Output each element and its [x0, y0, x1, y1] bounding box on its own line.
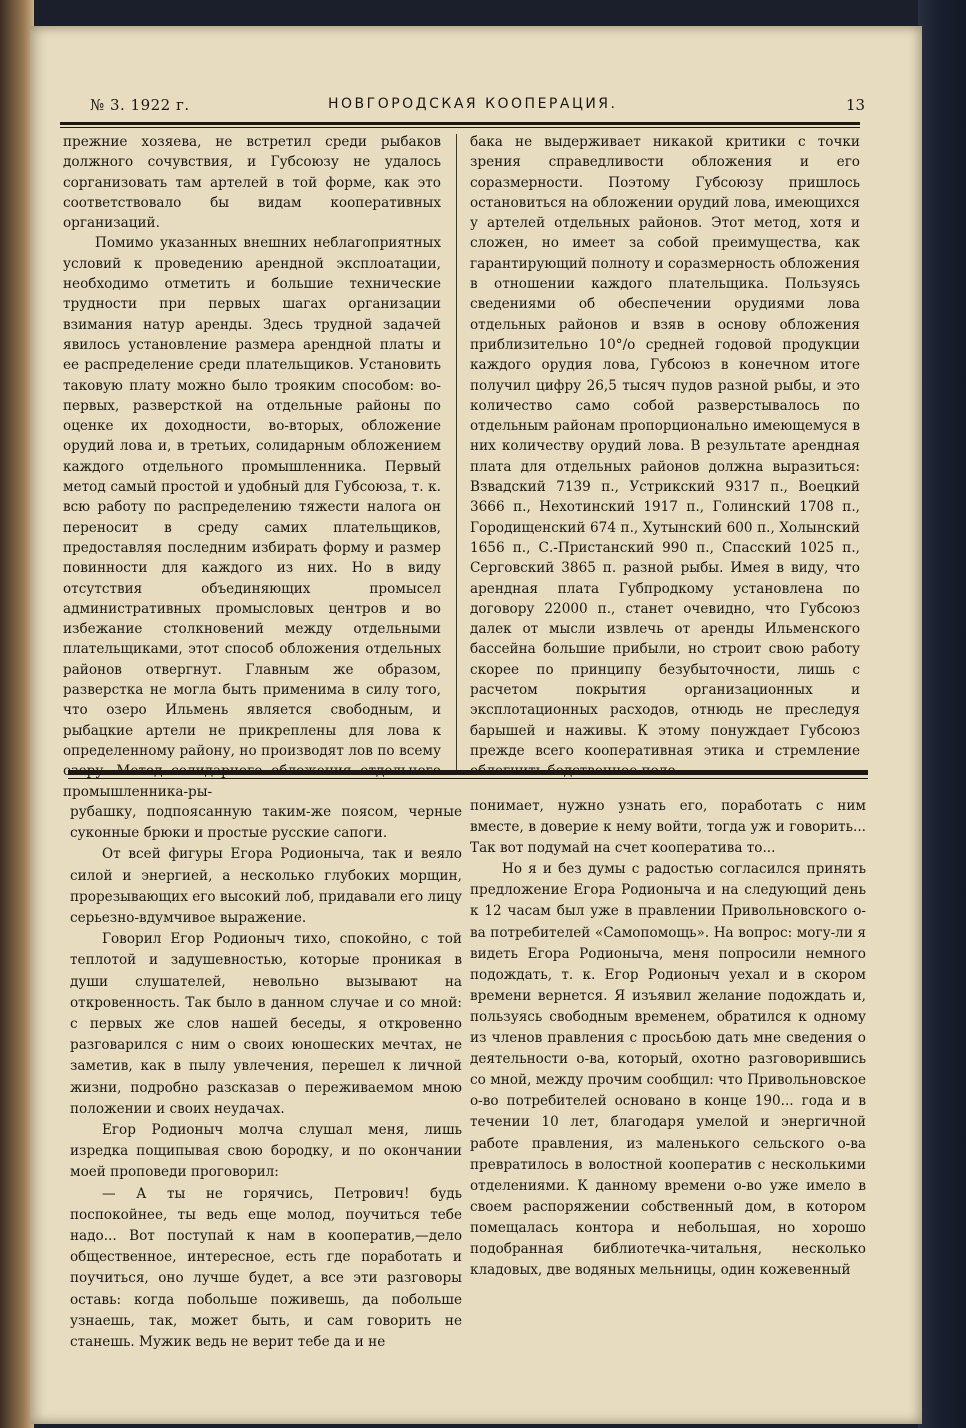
running-header: [60, 96, 866, 120]
journal-page: [30, 26, 922, 1424]
paragraph: От всей фигуры Егора Родионыча, так и веяло силой и энергией, а несколько глубоких морщин, прорезывающих его высокий лоб, придавали его лицу серьезно-вдумчивое выражение.: [70, 846, 462, 927]
book-binding-right: [918, 0, 966, 1428]
story-column-left: [70, 802, 462, 1353]
issue-number: № 3. 1922 г.: [90, 96, 190, 114]
section-divider: [68, 770, 868, 775]
column-divider: [456, 134, 457, 774]
paragraph: понимает, нужно узнать его, поработать с ним вместе, в доверие к нему войти, тогда уж и говорить... Так вот подумай на счет кооператива то...: [470, 798, 866, 857]
article-column-left: [63, 132, 441, 802]
paragraph: Говорил Егор Родионыч тихо, спокойно, с той теплотой и задушевностью, которые проникая в души слушателей, невольно вызывают на откровенность. Так было в данном случае и со мной: с первых же слов нашей беседы, я откровенно разговарился с ним о своих юношеских мечтах, не заметив, как в пылу увлечения, перешел к личной жизни, подробно разсказав о переживаемом мною положении и своих неудачах.: [70, 931, 462, 1117]
paragraph: прежние хозяева, не встретил среди рыбаков должного сочувствия, и Губсоюзу не удалось сорганизовать там артелей в той форме, как это соответствовало бы видам кооперативных организаций.: [63, 134, 441, 232]
paragraph: бака не выдерживает никакой критики с точки зрения справедливости обложения и его соразмерности. Поэтому Губсоюзу пришлось остановиться на обложении орудий лова, имеющихся у артелей отдельных районов. Этот метод, хотя и сложен, но имеет за собой преимущества, как гарантирующий полноту и соразмерность обложения в отношении каждого плательщика. Пользуясь сведениями об обеспечении орудиями лова отдельных районов и взяв в основу обложения приблизительно 10°/о средней годовой продукции каждого орудия лова, Губсоюз в конечном итоге получил цифру 26,5 тысяч пудов разной рыбы, и это количество само собой разверстывалось по отдельным районам пропорционально имеющемуся в них количеству орудий лова. В результате арендная плата для отдельных районов должна выразиться: Взвадский 7139 п., Устрикский 9317 п., Воецкий 3666 п., Нехотинский 1917 п., Голинский 1708 п., Городищенский 674 п., Хутынский 600 п., Холынский 1656 п., С.-Пристанский 990 п., Спасский 1025 п., Серговский 3865 п. разной рыбы. Имея в виду, что арендная плата Губпродкому установлена по договору 22000 п., станет очевидно, что Губсоюз далек от мысли извлечь от аренды Ильменского бассейна большие прибыли, но строит свою работу скорее по принципу безубыточности, лишь с расчетом покрытия организационных и эксплотационных расходов, отнюдь не преследуя барышей и наживы. К этому понуждает Губсоюз прежде всего кооперативная этика и стремление облегчить бедственное поло-: [470, 134, 860, 780]
paragraph: Но я и без думы с радостью согласился принять предложение Егора Родионыча и на следующий день к 12 часам был уже в правлении Привольновского о-ва потребителей «Самопомощь». На вопрос: могу-ли я видеть Егора Родионыча, меня попросили немного подождать, т. к. Егор Родионыч уехал и в скором времени вернется. Я изъявил желание подождать и, пользуясь свободным временем, обратился к одному из членов правления с просьбою дать мне сведения о деятельности о-ва, который, охотно разговорившись со мной, между прочим сообщил: что Привольновское о-во потребителей основано в конце 190... года и в течении 10 лет, благодаря умелой и энергичной работе правления, из маленького сельского о-ва превратилось в волостной кооператив с несколькими отделениями. К данному времени о-во уже имело в своем распоряжении собственный дом, в котором помещалась контора и небольшая, но хорошо подобранная библиотечка-читальня, несколько кладовых, две водяных мельницы, один кожевенный: [470, 861, 866, 1279]
page-number: 13: [846, 96, 866, 114]
journal-title: НОВГОРОДСКАЯ КООПЕРАЦИЯ.: [328, 96, 618, 112]
paragraph: — А ты не горячись, Петрович! будь поспокойнее, ты ведь еще молод, поучиться тебе надо... Вот поступай к нам в кооператив,—дело общественное, интересное, есть где поработать и поучиться, оно лучше будет, а все эти разговоры оставь: когда побольше поживешь, да побольше узнаешь, так, может быть, и сам говорить не станешь. Мужик ведь не верит тебе да и не: [70, 1185, 462, 1351]
article-column-right: [470, 132, 860, 782]
section-divider-thin: [68, 778, 868, 779]
story-column-right: [470, 796, 866, 1281]
book-binding-left: [0, 0, 34, 1428]
paragraph: Егор Родионыч молча слушал меня, лишь изредка пощипывая свою бородку, и по окончании моей проповеди проговорил:: [70, 1122, 462, 1181]
header-rule: [60, 122, 860, 125]
header-rule-thin: [60, 127, 860, 128]
paragraph: рубашку, подпоясанную таким-же поясом, черные суконные брюки и простые русские сапоги.: [70, 804, 462, 842]
paragraph: Помимо указанных внешних неблагоприятных условий к проведению арендной эксплоатации, необходимо отметить и большие технические трудности при первых шагах организации взимания натур аренды. Здесь трудной задачей явилось установление размера арендной платы и ее распределение среди плательщиков. Установить таковую плату можно было трояким способом: во-первых, разверсткой на отдельные районы по оценке их доходности, во-вторых, обложение орудий лова и, в третьих, солидарным обложением каждого отдельного промышленника. Первый метод самый простой и удобный для Губсоюза, т. к. всю работу по распределению тяжести налога он переносит в среду самих плательщиков, предоставляя последним избирать форму и размер повинности для каждого из них. Но в виду отсутствия объединяющих промысел административных промысловых центров и во избежание столкновений между отдельными плательщиками, этот способ обложения отдельных районов отвергнут. Главным же образом, разверстка не могла быть применима в силу того, что озеро Ильмень является свободным, и рыбацкие артели не прикреплены для лова к определенному району, но производят лов по всему озеру. Метод солидарного обложения отдельного промышленника-ры-: [63, 235, 441, 800]
